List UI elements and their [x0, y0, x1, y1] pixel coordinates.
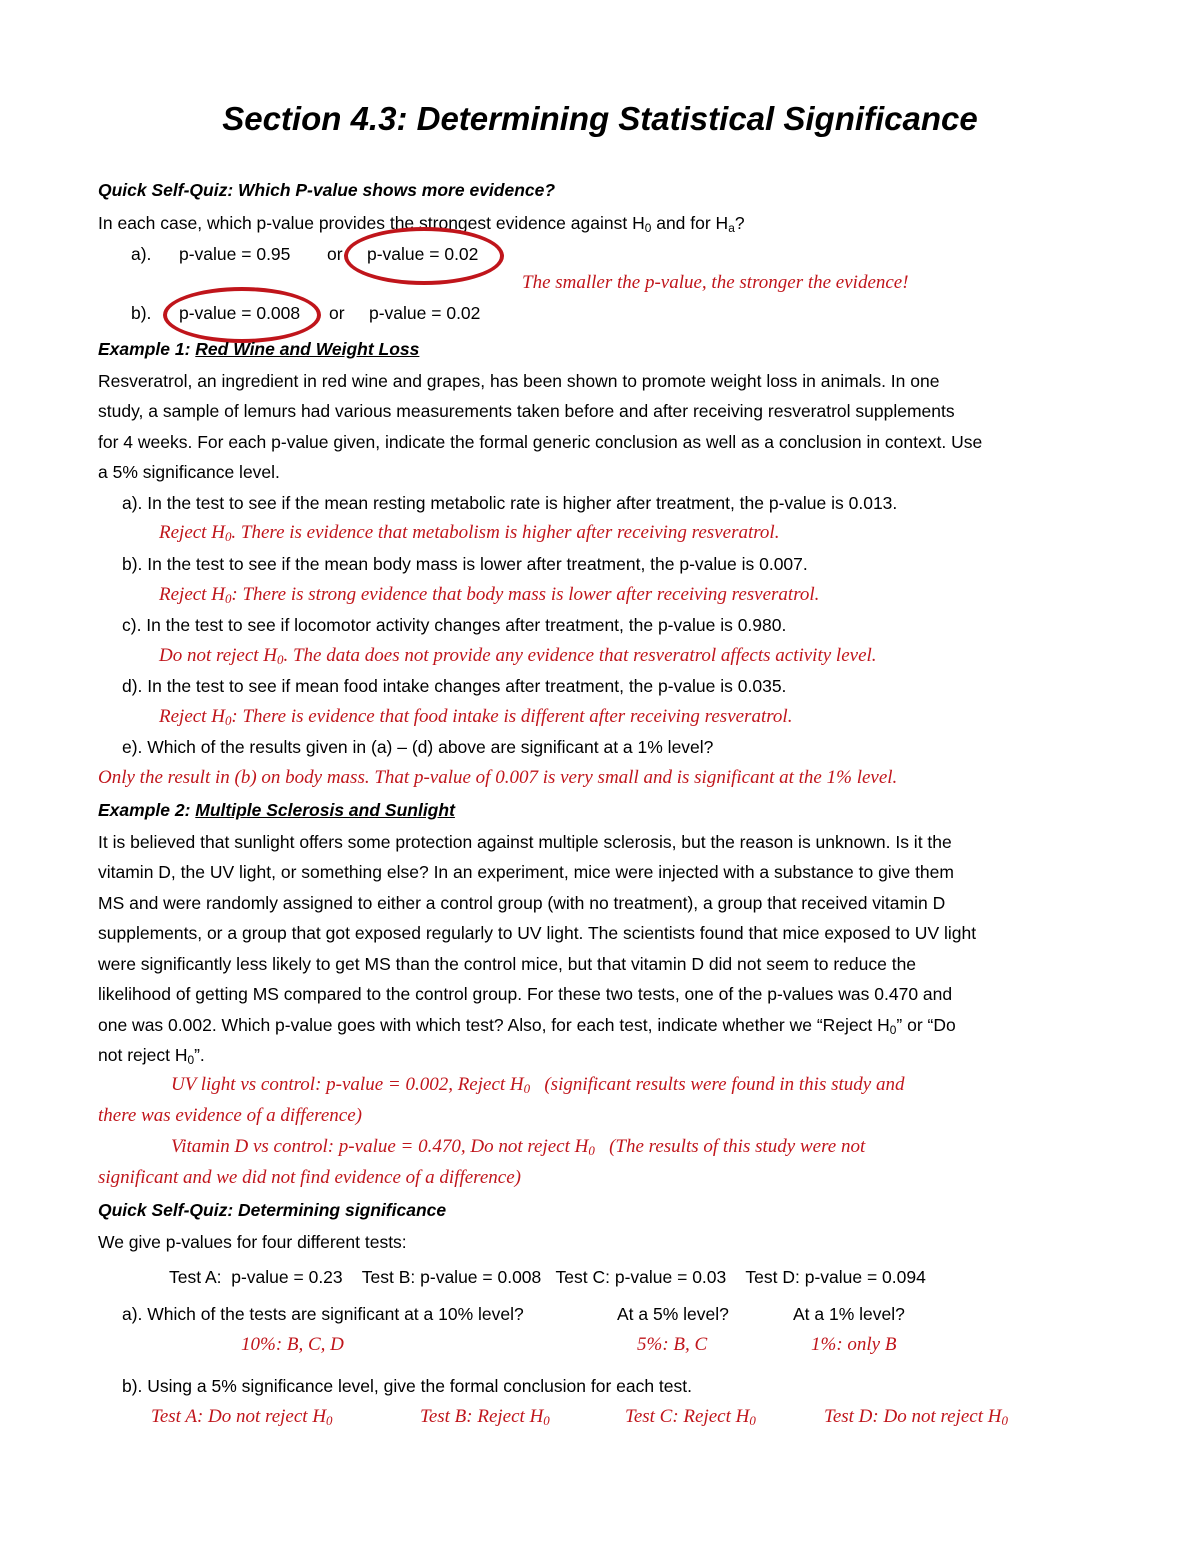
example1-intro-line: Resveratrol, an ingredient in red wine and grapes, has been shown to promote weight loss in animals. In one	[98, 371, 940, 391]
example2-body-line: supplements, or a group that got exposed regularly to UV light. The scientists found that mice exposed to UV light	[98, 923, 977, 943]
quiz1-b-option1: p-value = 0.008	[179, 303, 301, 323]
example2-body-line: one was 0.002. Which p-value goes with which test? Also, for each test, indicate whether we “Reject $H_0$” or “Do	[98, 1015, 956, 1037]
answer-circle-a	[344, 227, 504, 285]
quiz2-a-question2: At a 5% level?	[617, 1304, 729, 1324]
quiz2-heading: Quick Self-Quiz: Determining significance	[98, 1200, 447, 1220]
quiz2-a-question1: a). Which of the tests are significant at a 10% level?	[122, 1304, 524, 1324]
example1-answer-d: Reject $H_0$: There is evidence that food intake is different after receiving resveratrol.	[159, 706, 793, 729]
example2-body-line: It is believed that sunlight offers some protection against multiple sclerosis, but the reason is unknown. Is it the	[98, 832, 952, 852]
quiz2-b-answer-b: Test B: Reject $H_0$	[420, 1406, 550, 1429]
quiz1-b-or: or	[329, 303, 345, 323]
example1-answer-b: Reject $H_0$: There is strong evidence that body mass is lower after receiving resveratrol.	[159, 584, 820, 607]
quiz1-question: In each case, which p-value provides the strongest evidence against $H_0$ and for $H_a$?	[98, 213, 745, 235]
example2-heading: Example 2: Multiple Sclerosis and Sunlight	[98, 800, 455, 820]
example1-intro-line: for 4 weeks. For each p-value given, indicate the formal generic conclusion as well as a conclusion in context. Use	[98, 432, 983, 452]
quiz1-heading: Quick Self-Quiz: Which P-value shows more evidence?	[98, 180, 556, 200]
quiz2-b-answer-a: Test A: Do not reject $H_0$	[151, 1406, 333, 1429]
quiz2-a-answer3: 1%: only B	[811, 1334, 897, 1355]
example1-answer-e: Only the result in (b) on body mass. That p-value of 0.007 is very small and is significant at the 1% level.	[98, 767, 898, 788]
quiz1-b-option2: p-value = 0.02	[369, 303, 481, 323]
example2-answer-uv-cont: there was evidence of a difference)	[98, 1105, 362, 1126]
example2-answer-vitd: Vitamin D vs control: p-value = 0.470, Do not reject $H_0$ (The results of this study were not	[171, 1136, 866, 1159]
example2-body-line: not reject $H_0$”.	[98, 1045, 205, 1067]
quiz2-tests: Test A: p-value = 0.23 Test B: p-value = 0.008 Test C: p-value = 0.03 Test D: p-value = 0.094	[169, 1267, 926, 1287]
example2-body-line: MS and were randomly assigned to either a control group (with no treatment), a group that received vitamin D	[98, 893, 946, 913]
example1-intro-line: study, a sample of lemurs had various measurements taken before and after receiving resveratrol supplements	[98, 401, 955, 421]
quiz1-note: The smaller the p-value, the stronger the evidence!	[522, 272, 909, 293]
quiz2-b-answer-d: Test D: Do not reject $H_0$	[824, 1406, 1008, 1429]
quiz2-a-question3: At a 1% level?	[793, 1304, 905, 1324]
example2-answer-uv: UV light vs control: p-value = 0.002, Reject $H_0$ (significant results were found in this study and	[171, 1074, 905, 1097]
example1-part-b: b). In the test to see if the mean body mass is lower after treatment, the p-value is 0.007.	[122, 554, 808, 574]
quiz2-a-answer1: 10%: B, C, D	[241, 1334, 344, 1355]
quiz2-a-answer2: 5%: B, C	[637, 1334, 708, 1355]
example2-answer-vitd-cont: significant and we did not find evidence of a difference)	[98, 1167, 522, 1188]
quiz2-intro: We give p-values for four different tests:	[98, 1232, 407, 1252]
example1-answer-a: Reject $H_0$. There is evidence that metabolism is higher after receiving resveratrol.	[159, 522, 780, 545]
example1-part-e: e). Which of the results given in (a) – (d) above are significant at a 1% level?	[122, 737, 714, 757]
example1-part-d: d). In the test to see if mean food intake changes after treatment, the p-value is 0.035.	[122, 676, 787, 696]
quiz1-a-option2: p-value = 0.02	[367, 244, 479, 264]
example2-body-line: vitamin D, the UV light, or something else? In an experiment, mice were injected with a substance to give them	[98, 862, 954, 882]
quiz1-a-option1: p-value = 0.95	[179, 244, 291, 264]
example1-intro-line: a 5% significance level.	[98, 462, 280, 482]
page-title: Section 4.3: Determining Statistical Significance	[222, 100, 978, 137]
example2-body-line: likelihood of getting MS compared to the control group. For these two tests, one of the p-values was 0.470 and	[98, 984, 953, 1004]
quiz1-b-label: b).	[131, 303, 152, 323]
answer-circle-b	[163, 287, 321, 343]
example1-answer-c: Do not reject $H_0$. The data does not provide any evidence that resveratrol affects activity level.	[159, 645, 877, 668]
quiz2-b-answer-c: Test C: Reject $H_0$	[625, 1406, 756, 1429]
quiz2-b-question: b). Using a 5% significance level, give the formal conclusion for each test.	[122, 1376, 693, 1396]
quiz1-a-label: a).	[131, 244, 152, 264]
quiz1-a-or: or	[327, 244, 343, 264]
example1-part-a: a). In the test to see if the mean resting metabolic rate is higher after treatment, the p-value is 0.013.	[122, 493, 898, 513]
example1-heading: Example 1: Red Wine and Weight Loss	[98, 339, 420, 359]
example1-part-c: c). In the test to see if locomotor activity changes after treatment, the p-value is 0.980.	[122, 615, 787, 635]
example2-body-line: were significantly less likely to get MS than the control mice, but that vitamin D did not seem to reduce the	[98, 954, 917, 974]
